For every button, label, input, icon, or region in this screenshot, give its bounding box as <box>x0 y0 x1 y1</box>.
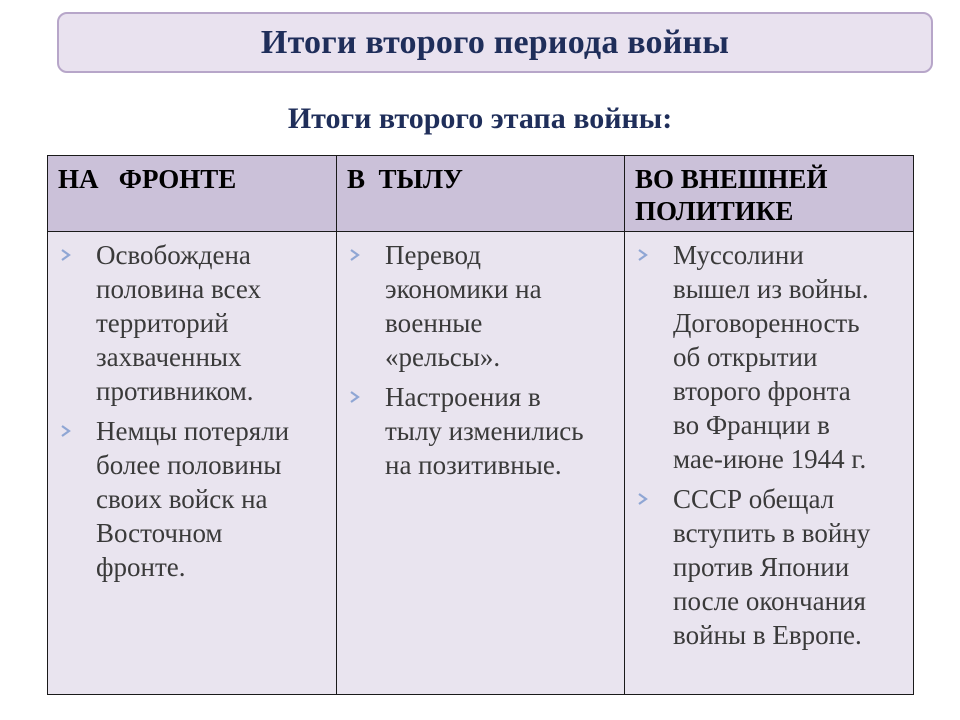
slide-title: Итоги второго периода войны <box>260 23 730 61</box>
bullet-text: Настроения в тылу изменились на позитивные. <box>385 382 584 480</box>
results-table <box>47 155 914 695</box>
header-front: НА ФРОНТЕ <box>48 156 337 232</box>
list-item <box>637 238 901 476</box>
list-item <box>349 238 612 374</box>
arrow-bullet-icon <box>60 238 80 262</box>
arrow-bullet-icon <box>349 380 369 404</box>
cell-foreign-policy <box>625 232 914 695</box>
header-rear: В ТЫЛУ <box>337 156 625 232</box>
list-item <box>637 482 901 652</box>
arrow-bullet-icon <box>637 482 657 506</box>
arrow-bullet-icon <box>349 238 369 262</box>
bullet-text: Немцы потеряли более половины своих войск на Восточном фронте. <box>96 416 290 582</box>
bullet-text: Перевод экономики на военные «рельсы». <box>385 240 542 372</box>
list-item <box>60 414 324 584</box>
cell-front <box>48 232 337 695</box>
title-box <box>57 12 933 73</box>
arrow-bullet-icon <box>637 238 657 262</box>
bullet-text: СССР обещал вступить в войну против Японии после окончания войны в Европе. <box>673 484 871 650</box>
list-item <box>349 380 612 482</box>
bullet-text: Муссолини вышел из войны. Договоренность об открытии второго фронта во Франции в мае-июне 1944 г. <box>673 240 869 474</box>
cell-rear <box>337 232 625 695</box>
header-foreign-policy: ВО ВНЕШНЕЙ ПОЛИТИКЕ <box>625 156 914 232</box>
table-row <box>48 232 914 695</box>
bullet-text: Освобождена половина всех территорий захваченных противником. <box>96 240 261 406</box>
slide-subtitle: Итоги второго этапа войны: <box>287 102 673 135</box>
list-item <box>60 238 324 408</box>
arrow-bullet-icon <box>60 414 80 438</box>
header-row <box>48 156 914 232</box>
